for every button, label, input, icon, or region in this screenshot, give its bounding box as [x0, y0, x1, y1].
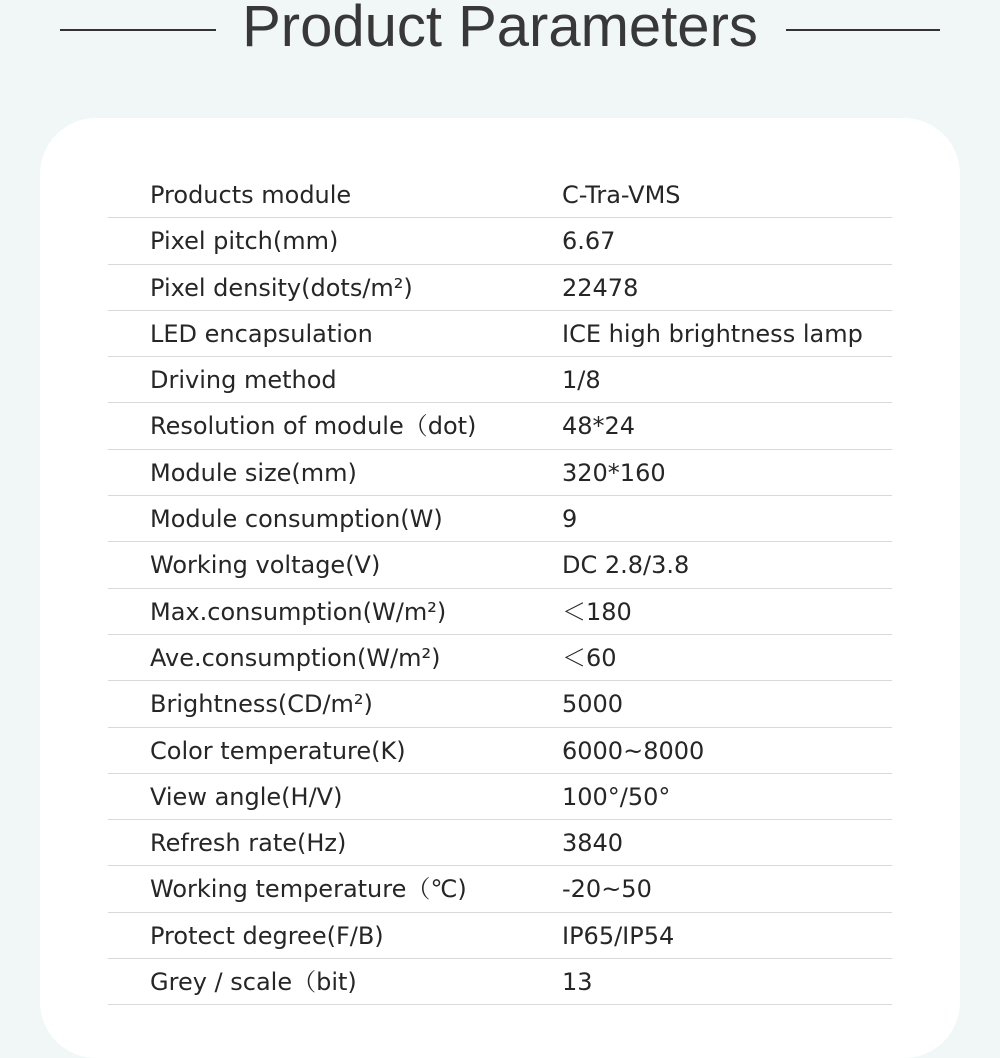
parameter-value: ＜60	[562, 643, 617, 672]
parameter-value: 6.67	[562, 227, 616, 256]
parameter-label: Driving method	[150, 366, 337, 395]
parameter-label: Module size(mm)	[150, 458, 357, 487]
parameter-value: 22478	[562, 273, 639, 302]
parameter-row	[108, 913, 892, 959]
parameter-row	[108, 681, 892, 727]
parameter-value: 5000	[562, 690, 624, 719]
parameter-row	[108, 311, 892, 357]
parameter-value: C-Tra-VMS	[562, 181, 681, 209]
parameter-label: Resolution of module（dot)	[150, 412, 477, 441]
parameter-row	[108, 959, 892, 1005]
parameter-label: Color temperature(K)	[150, 736, 406, 765]
parameters-table	[108, 172, 892, 1005]
parameter-row	[108, 589, 892, 635]
parameter-row	[108, 450, 892, 496]
parameter-row	[108, 728, 892, 774]
parameter-value: IP65/IP54	[562, 921, 675, 950]
parameter-label: Working temperature（℃)	[150, 875, 467, 904]
parameter-value: 13	[562, 968, 593, 997]
parameter-row	[108, 774, 892, 820]
header-rule-right	[786, 29, 940, 31]
parameter-row	[108, 218, 892, 264]
section-header	[0, 0, 1000, 60]
parameter-label: Ave.consumption(W/m²)	[150, 643, 441, 672]
parameter-label: Pixel density(dots/m²)	[150, 273, 413, 302]
parameter-label: Module consumption(W)	[150, 505, 443, 534]
parameter-label: Protect degree(F/B)	[150, 921, 384, 950]
parameter-value: 100°/50°	[562, 782, 671, 811]
parameter-label: Working voltage(V)	[150, 551, 381, 580]
parameter-row	[108, 635, 892, 681]
page-title: Product Parameters	[242, 0, 758, 59]
parameter-value: 9	[562, 505, 578, 534]
parameter-value: 3840	[562, 829, 624, 858]
parameter-value: ICE high brightness lamp	[562, 319, 863, 348]
parameter-value: DC 2.8/3.8	[562, 551, 690, 580]
parameter-label: Refresh rate(Hz)	[150, 829, 347, 858]
parameter-row	[108, 820, 892, 866]
parameter-row	[108, 403, 892, 449]
parameter-label: Max.consumption(W/m²)	[150, 597, 447, 626]
parameter-label: Brightness(CD/m²)	[150, 690, 373, 719]
parameter-label: View angle(H/V)	[150, 782, 343, 811]
parameter-row	[108, 542, 892, 588]
parameter-value: 48*24	[562, 412, 636, 441]
parameter-label: Products module	[150, 181, 352, 209]
parameter-value: ＜180	[562, 597, 632, 626]
parameter-row	[108, 866, 892, 912]
parameter-value: -20~50	[562, 875, 652, 904]
parameter-value: 1/8	[562, 366, 601, 395]
parameter-value: 6000~8000	[562, 736, 705, 765]
parameter-label: Pixel pitch(mm)	[150, 227, 339, 256]
parameter-value: 320*160	[562, 458, 666, 487]
parameter-row	[108, 357, 892, 403]
parameter-row	[108, 265, 892, 311]
parameter-label: LED encapsulation	[150, 319, 373, 348]
parameter-label: Grey / scale（bit)	[150, 968, 357, 997]
parameter-row	[108, 172, 892, 218]
parameter-row	[108, 496, 892, 542]
